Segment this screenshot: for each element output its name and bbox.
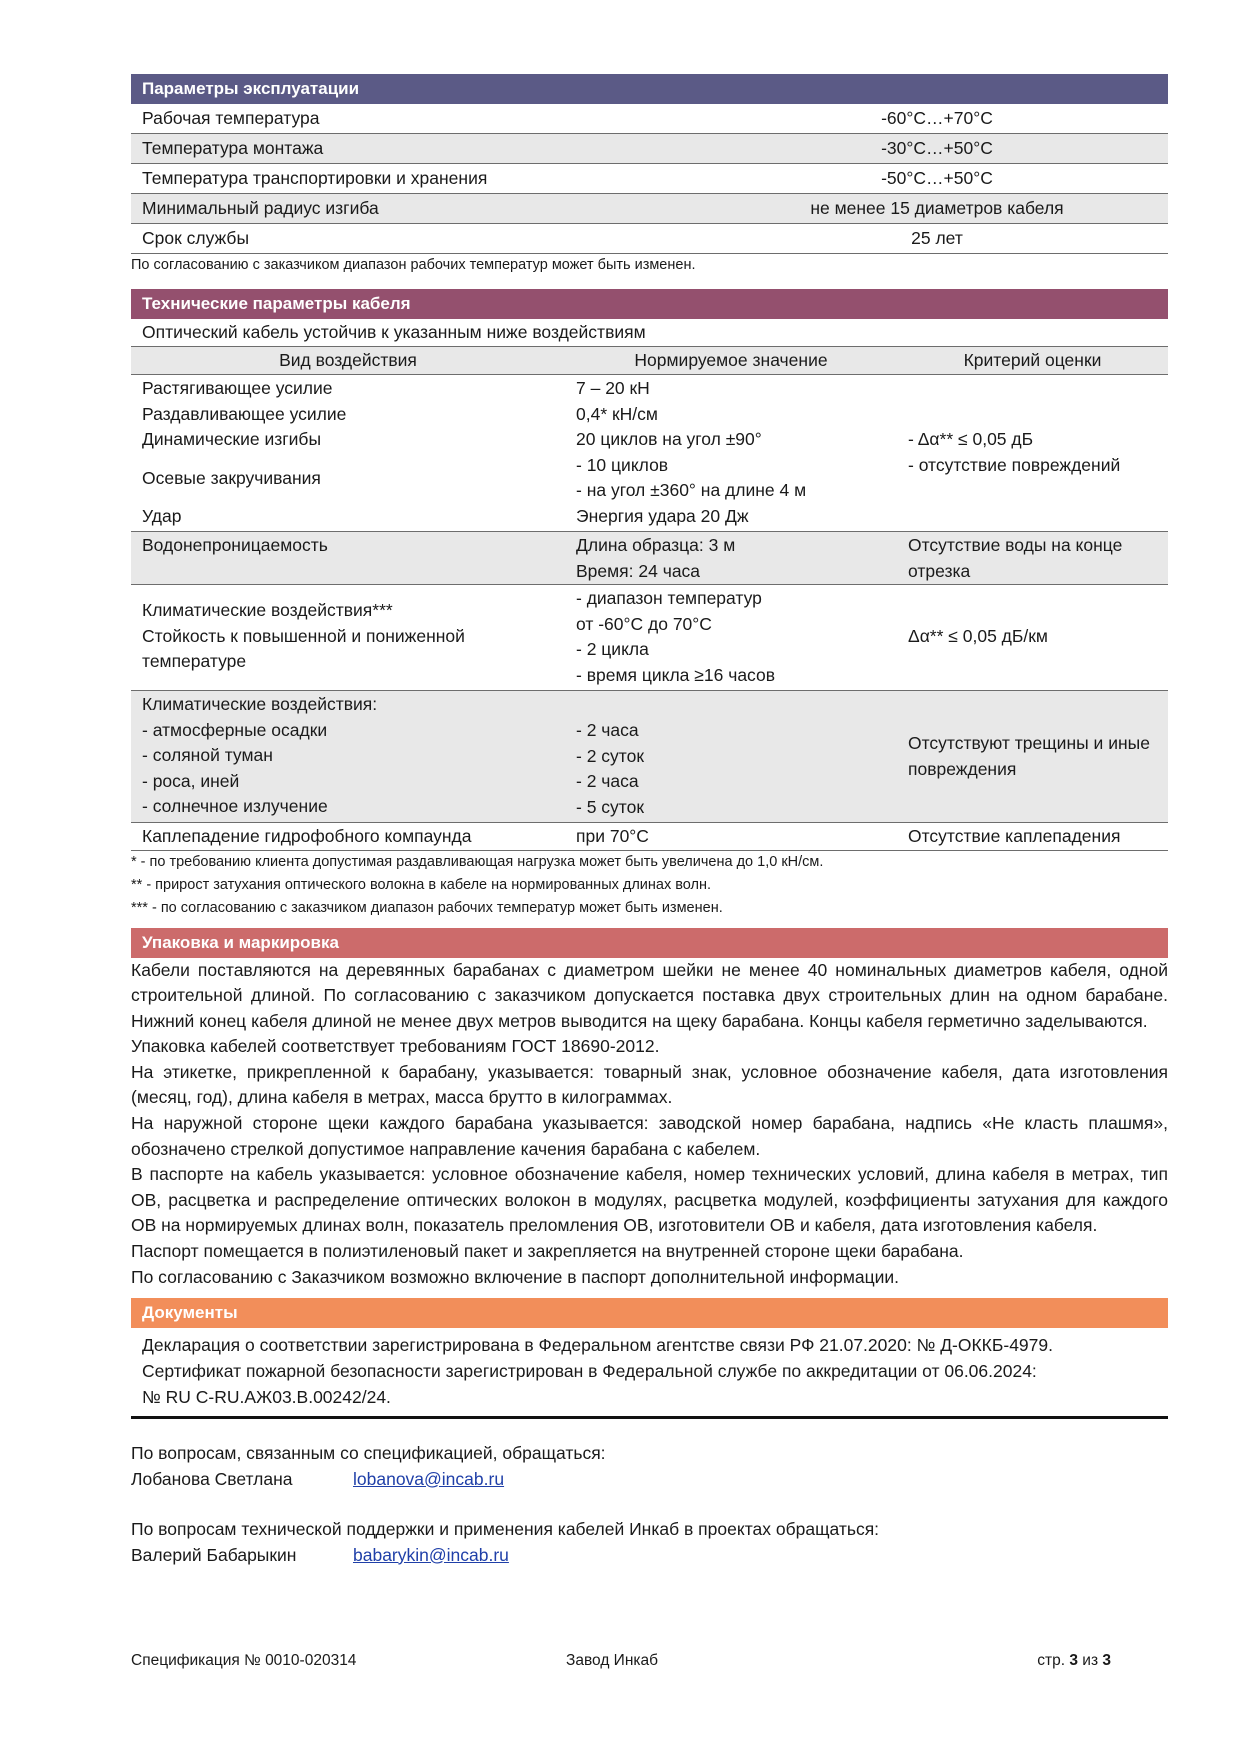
footnote: ** - прирост затухания оптического волокна в кабеле на нормированных длинах волн. — [131, 876, 712, 893]
table-row — [131, 823, 1168, 851]
document-line: № RU C-RU.АЖ03.В.00242/24. — [142, 1387, 391, 1408]
row-label: - соляной туман — [142, 745, 273, 765]
row-label: Водонепроницаемость — [142, 535, 328, 555]
row-label: Климатические воздействия*** — [142, 600, 393, 620]
row-value: - на угол ±360° на длине 4 м — [576, 480, 807, 500]
row-value: -30°С…+50°С — [881, 138, 993, 158]
row-value: - 2 часа — [576, 720, 639, 740]
spec-page — [131, 74, 1168, 1568]
footnote: *** - по согласованию с заказчиком диапазон рабочих температур может быть изменен. — [131, 899, 723, 916]
row-value: 20 циклов на угол ±90° — [576, 429, 762, 449]
contact-intro: По вопросам технической поддержки и применения кабелей Инкаб в проектах обращаться: — [131, 1519, 880, 1540]
operation-table — [131, 104, 1168, 254]
row-value: - 10 циклов — [576, 454, 669, 475]
document-line: Декларация о соответствии зарегистрирована в Федеральном агентстве связи РФ 21.07.2020: № Д-ОККБ-4979. — [142, 1335, 1053, 1356]
row-label: Растягивающее усилие — [142, 378, 333, 398]
footnote: * - по требованию клиента допустимая раздавливающая нагрузка может быть увеличена до 1,0 кН/см. — [131, 853, 824, 870]
row-label: Осевые закручивания — [142, 467, 321, 488]
table-row — [131, 164, 1168, 194]
row-value: Время: 24 часа — [576, 560, 701, 581]
packaging-paragraph: По согласованию с Заказчиком возможно включение в паспорт дополнительной информации. — [131, 1266, 900, 1287]
row-value: -50°С…+50°С — [881, 168, 993, 188]
technical-table — [131, 319, 1168, 851]
table-row — [131, 104, 1168, 134]
row-value: - 5 суток — [576, 796, 644, 817]
row-value: при 70°С — [576, 826, 649, 846]
column-header: Критерий оценки — [963, 350, 1102, 370]
table-row — [131, 585, 1168, 691]
criterion: Отсутствуют трещины и иные повреждения — [908, 733, 1150, 779]
packaging-paragraph: В паспорте на кабель указывается: условное обозначение кабеля, номер технических условий, длина кабеля в метрах, тип ОВ, расцветка и распределение оптических волокон в модулях, расцветка модулей, коэффициенты затухания для каждого ОВ на нормируемых длинах волн, показатель преломления ОВ, изготовители ОВ и кабеля, дата изготовления кабеля. — [131, 1164, 1168, 1236]
criterion: Отсутствие каплепадения — [908, 826, 1121, 846]
row-value: - 2 часа — [576, 771, 639, 791]
documents-block — [131, 1328, 1168, 1419]
criterion: Отсутствие воды на конце отрезка — [908, 535, 1123, 581]
criterion: - Δα** ≤ 0,05 дБ — [908, 429, 1034, 449]
row-label: - атмосферные осадки — [142, 719, 328, 740]
row-value: - время цикла ≥16 часов — [576, 664, 776, 685]
row-label: Раздавливающее усилие — [142, 403, 347, 424]
table-row — [131, 532, 1168, 585]
contact-name: Лобанова Светлана — [131, 1468, 293, 1489]
row-value: Длина образца: 3 м — [576, 535, 736, 555]
column-header: Вид воздействия — [279, 350, 417, 370]
contact-intro: По вопросам, связанным со спецификацией, обращаться: — [131, 1443, 606, 1464]
row-value: - диапазон температур — [576, 588, 762, 608]
table-row — [131, 375, 1168, 532]
row-value: 25 лет — [911, 228, 963, 248]
row-value: - 2 суток — [576, 745, 644, 766]
row-label: Температура транспортировки и хранения — [142, 168, 488, 188]
row-label: Каплепадение гидрофобного компаунда — [142, 826, 472, 846]
row-label: Рабочая температура — [142, 108, 320, 128]
contact-name: Валерий Бабарыкин — [131, 1544, 297, 1565]
table-row — [131, 224, 1168, 254]
criterion: Δα** ≤ 0,05 дБ/км — [908, 626, 1048, 646]
row-value: Энергия удара 20 Дж — [576, 505, 749, 526]
operation-note: По согласованию с заказчиком диапазон рабочих температур может быть изменен. — [131, 257, 696, 273]
row-value: - 2 цикла — [576, 639, 649, 659]
page-footer — [131, 1652, 1111, 1670]
contact-email-link[interactable]: lobanova@incab.ru — [353, 1468, 505, 1489]
contact-email-link[interactable]: babarykin@incab.ru — [353, 1544, 509, 1565]
criterion: - отсутствие повреждений — [908, 454, 1121, 475]
packaging-paragraph: На наружной стороне щеки каждого барабана указывается: заводской номер барабана, надпись «Не класть плашмя», обозначено стрелкой допустимое направление качения барабана с кабелем. — [131, 1113, 1168, 1159]
row-value: не менее 15 диаметров кабеля — [810, 198, 1064, 218]
technical-intro: Оптический кабель устойчив к указанным ниже воздействиям — [142, 322, 646, 342]
row-value: 7 – 20 кН — [576, 378, 650, 398]
documents-section-title: Документы — [131, 1298, 1168, 1328]
row-value: от -60°С до 70°С — [576, 613, 712, 634]
footer-company: Завод Инкаб — [566, 1652, 658, 1669]
packaging-paragraph: Кабели поставляются на деревянных барабанах с диаметром шейки не менее 40 номинальных диаметров кабеля, одной строительной длиной. По согласованию с заказчиком допускается поставка двух строительных длин на одном барабане. Нижний конец кабеля длиной не менее двух метров выводится на щеку барабана. Концы кабеля герметично заделываются. — [131, 959, 1168, 1031]
packaging-paragraph: Упаковка кабелей соответствует требованиям ГОСТ 18690-2012. — [131, 1036, 660, 1057]
row-label: - роса, иней — [142, 770, 240, 791]
row-label: Климатические воздействия: — [142, 694, 378, 714]
contacts-block — [131, 1441, 1168, 1568]
table-row — [131, 691, 1168, 823]
row-label: Динамические изгибы — [142, 429, 322, 449]
table-row — [131, 194, 1168, 224]
row-value: -60°С…+70°С — [881, 108, 993, 128]
footer-page-number: стр. 3 из 3 — [1037, 1652, 1111, 1669]
table-row — [131, 134, 1168, 164]
row-label: Срок службы — [142, 228, 250, 248]
row-value: 0,4* кН/см — [576, 403, 658, 424]
row-label: Температура монтажа — [142, 138, 324, 158]
row-label: Минимальный радиус изгиба — [142, 198, 379, 218]
footer-spec-number: Спецификация № 0010-020314 — [131, 1652, 357, 1669]
row-label: Удар — [142, 505, 182, 526]
technical-section-title: Технические параметры кабеля — [131, 289, 1168, 319]
document-line: Сертификат пожарной безопасности зарегистрирован в Федеральной службе по аккредитации от 06.06.2024: — [142, 1361, 1037, 1382]
column-header: Нормируемое значение — [634, 350, 828, 370]
row-label: Стойкость к повышенной и пониженной температуре — [142, 625, 465, 671]
row-label: - солнечное излучение — [142, 796, 328, 816]
operation-section-title: Параметры эксплуатации — [131, 74, 1168, 104]
packaging-paragraph: Паспорт помещается в полиэтиленовый пакет и закрепляется на внутренней стороне щеки барабана. — [131, 1241, 964, 1262]
packaging-section-title: Упаковка и маркировка — [131, 928, 1168, 958]
table-header-row — [131, 347, 1168, 375]
packaging-paragraph: На этикетке, прикрепленной к барабану, указывается: товарный знак, условное обозначение кабеля, дата изготовления (месяц, год), длина кабеля в метрах, масса брутто в килограммах. — [131, 1061, 1168, 1108]
